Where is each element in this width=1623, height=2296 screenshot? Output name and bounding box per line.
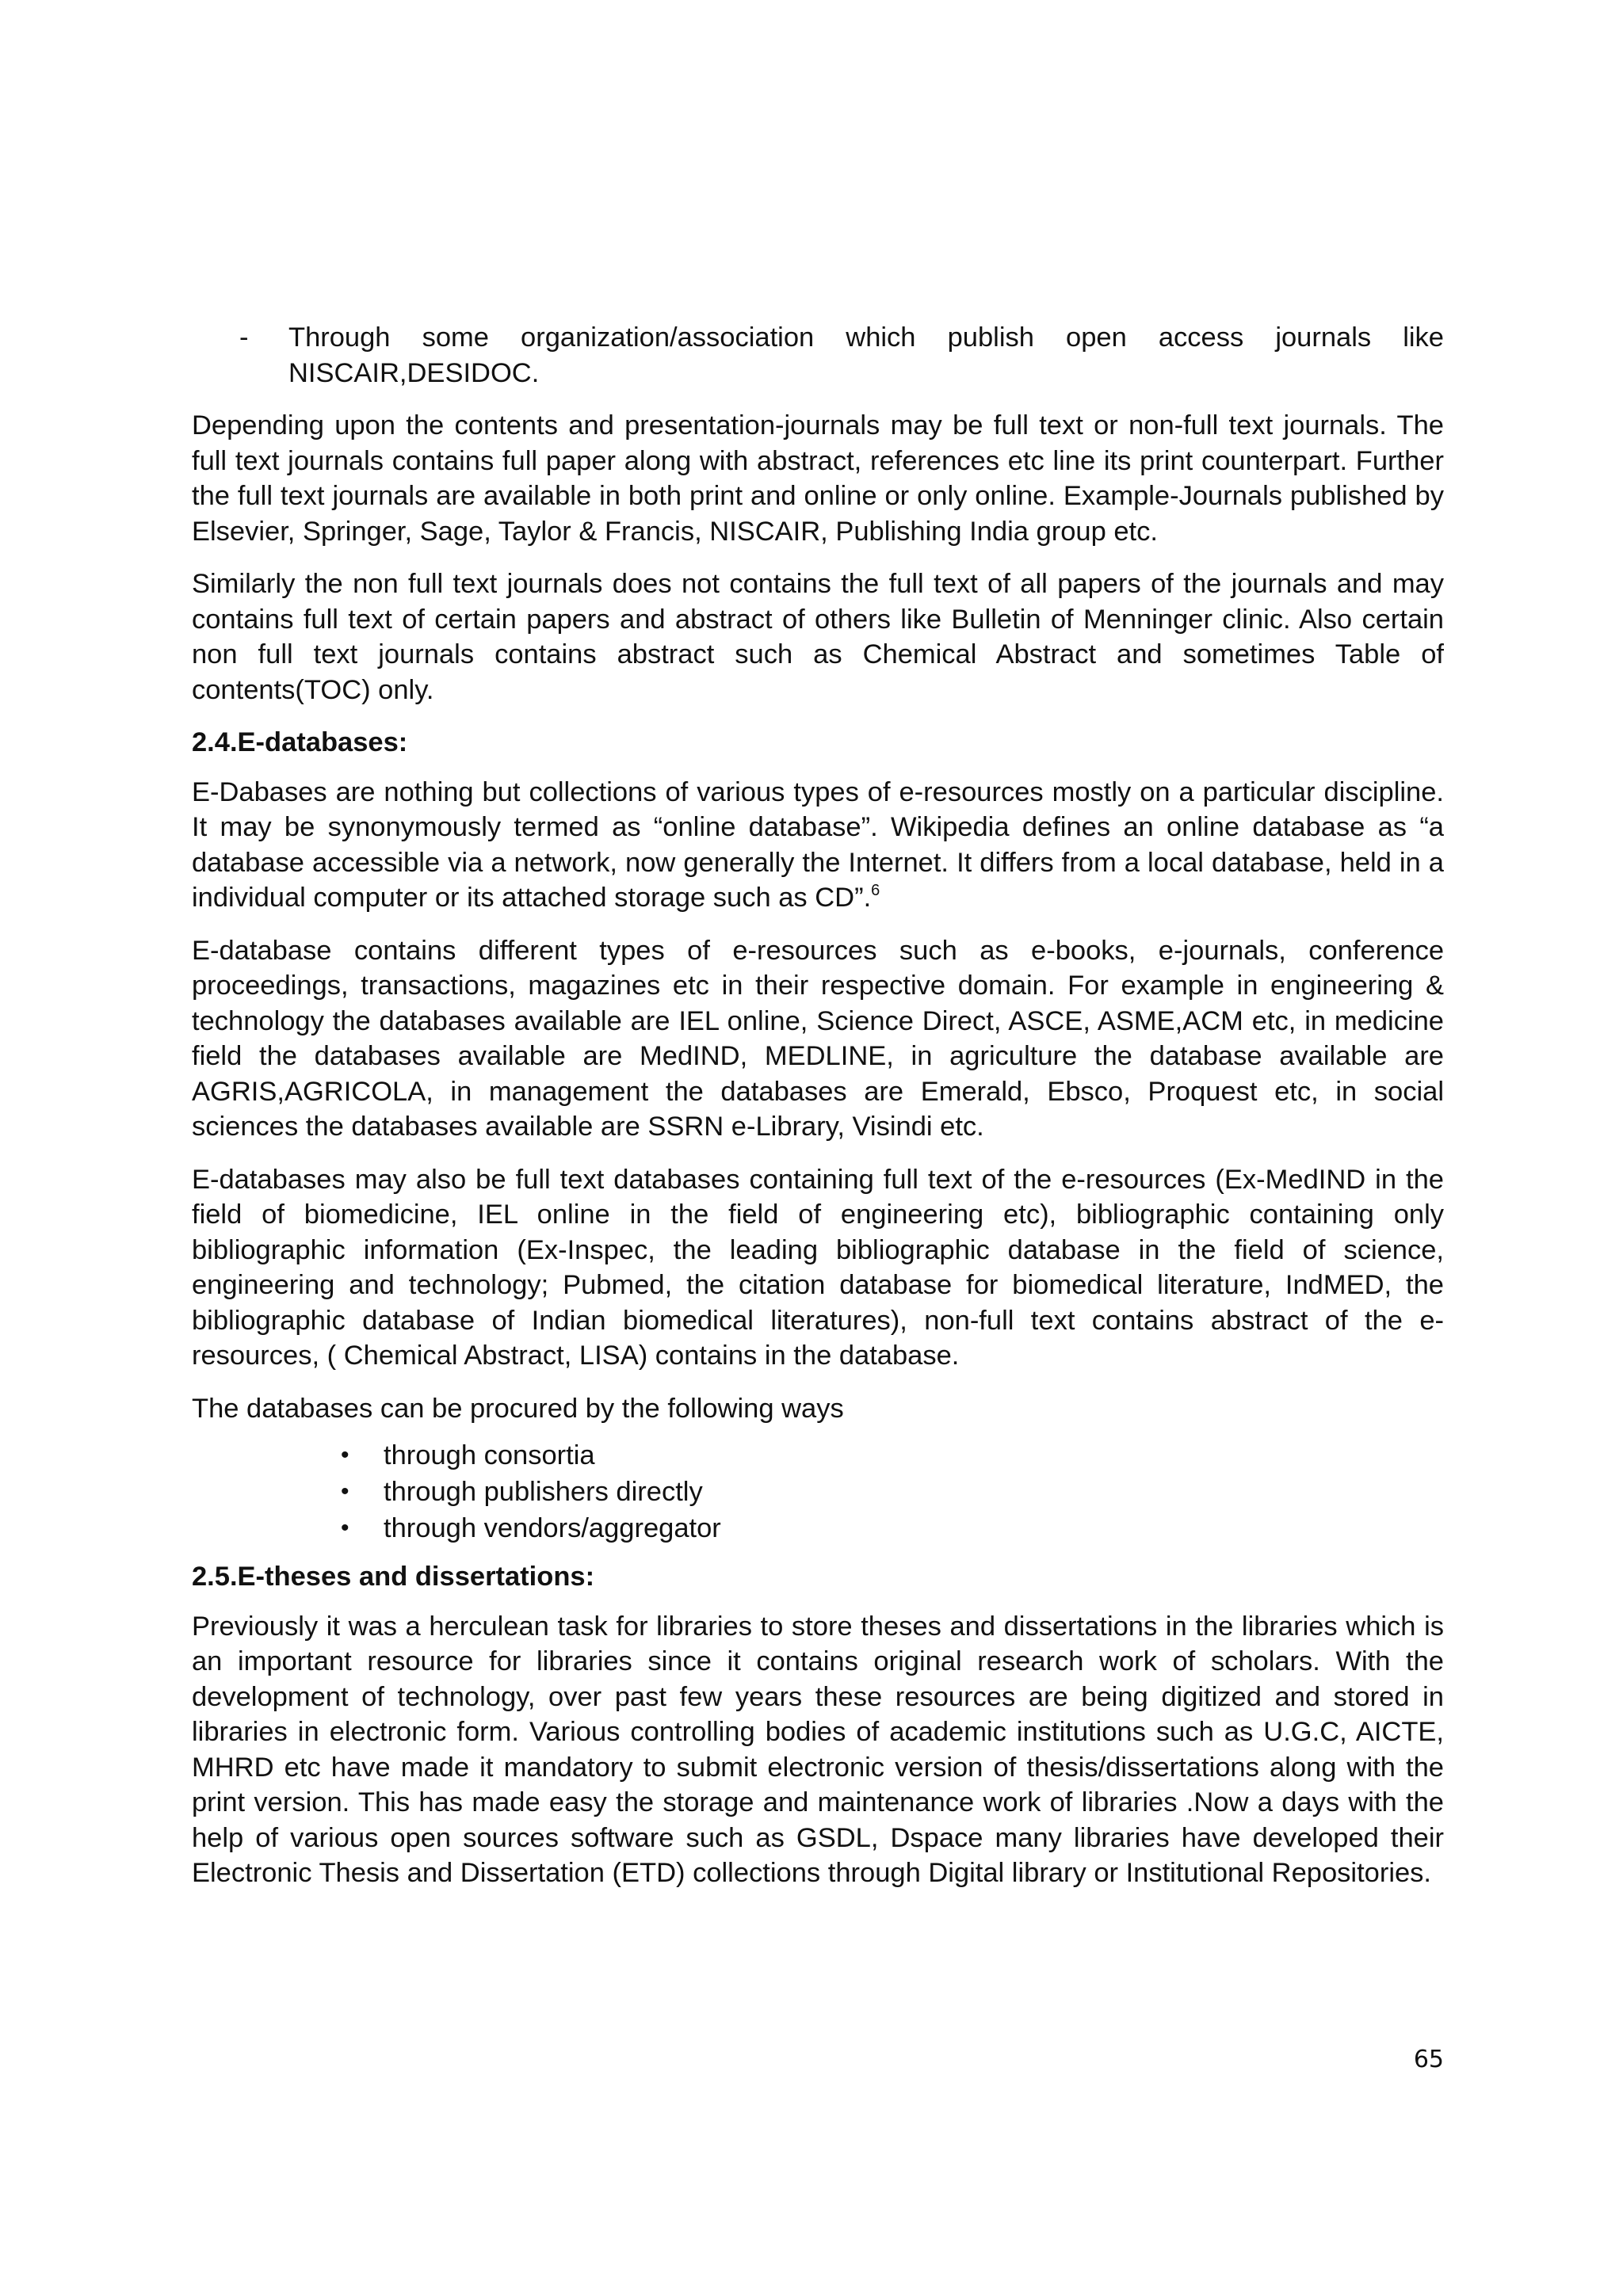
list-item-text: through consortia (384, 1440, 595, 1470)
dash-marker: - (239, 322, 249, 353)
list-item-text: Through some organization/association which publish open access journals like NISCAIR,DESIDOC. (288, 322, 1444, 388)
list-item (192, 320, 1444, 391)
footnote-reference: 6 (871, 882, 880, 899)
page-number: 65 (1413, 2046, 1444, 2073)
page-body (192, 320, 1444, 1909)
paragraph-non-full-text-journals: Similarly the non full text journals does not contains the full text of all papers of the journals and may contains full text of certain papers and abstract of others like Bulletin of Menninger clinic. Also certain non full text journals contains abstract such as Chemical Abstract and sometimes Table of contents(TOC) only. (192, 569, 1444, 705)
procurement-list (192, 1437, 1444, 1547)
list-item (192, 1437, 1444, 1474)
paragraph-e-database-types: E-database contains different types of e-resources such as e-books, e-journals, conference proceedings, transactions, magazines etc in their respective domain. For example in engineering & technology the databases available are IEL online, Science Direct, ASCE, ASME,ACM etc, in medicine field the databases available are MedIND, MEDLINE, in agriculture the database available are AGRIS,AGRICOLA, in management the databases are Emerald, Ebsco, Proquest etc, in social sciences the databases available are SSRN e-Library, Visindi etc. (192, 935, 1444, 1142)
list-item (192, 1510, 1444, 1547)
paragraph-full-text-journals: Depending upon the contents and presentation-journals may be full text or non-full text journals. The full text journals contains full paper along with abstract, references etc line its print counterpart. Further the full text journals are available in both print and online or only online. Example-Journals published by Elsevier, Springer, Sage, Taylor & Francis, NISCAIR, Publishing India group etc. (192, 410, 1444, 547)
list-item (192, 1474, 1444, 1510)
bullet-icon: • (341, 1478, 349, 1505)
bullet-icon: • (341, 1442, 349, 1468)
paragraph-text: E-Dabases are nothing but collections of various types of e-resources mostly on a particular discipline. It may be synonymously termed as “online database”. Wikipedia defines an online database as “a database accessible via a network, now generally the Internet. It differs from a local database, held in a individual computer or its attached storage such as CD”. (192, 776, 1444, 913)
paragraph-e-theses: Previously it was a herculean task for libraries to store theses and dissertations in the libraries which is an important resource for libraries since it contains original research work of scholars. With the development of technology, over past few years these resources are being digitized and stored in libraries in electronic form. Various controlling bodies of academic institutions such as U.G.C, AICTE, MHRD etc have made it mandatory to submit electronic version of thesis/dissertations along with the print version. This has made easy the storage and maintenance work of libraries .Now a days with the help of various open sources software such as GSDL, Dspace many libraries have developed their Electronic Thesis and Dissertation (ETD) collections through Digital library or Institutional Repositories. (192, 1611, 1444, 1888)
section-heading-e-theses: 2.5.E-theses and dissertations: (192, 1562, 595, 1592)
list-item-text: through vendors/aggregator (384, 1513, 721, 1543)
list-item-text: through publishers directly (384, 1477, 703, 1507)
paragraph-procurement-intro: The databases can be procured by the following ways (192, 1393, 844, 1424)
paragraph-e-databases-definition (192, 775, 1444, 916)
section-heading-e-databases: 2.4.E-databases: (192, 727, 408, 757)
bullet-icon: • (341, 1515, 349, 1541)
paragraph-e-database-categories: E-databases may also be full text databases containing full text of the e-resources (Ex-MedIND in the field of biomedicine, IEL online in the field of engineering etc), bibliographic containing only bibliographic information (Ex-Inspec, the leading bibliographic database in the field of science, engineering and technology; Pubmed, the citation database for biomedical literature, IndMED, the bibliographic database of Indian biomedical literatures), non-full text contains abstract of the e-resources, ( Chemical Abstract, LISA) contains in the database. (192, 1164, 1444, 1371)
